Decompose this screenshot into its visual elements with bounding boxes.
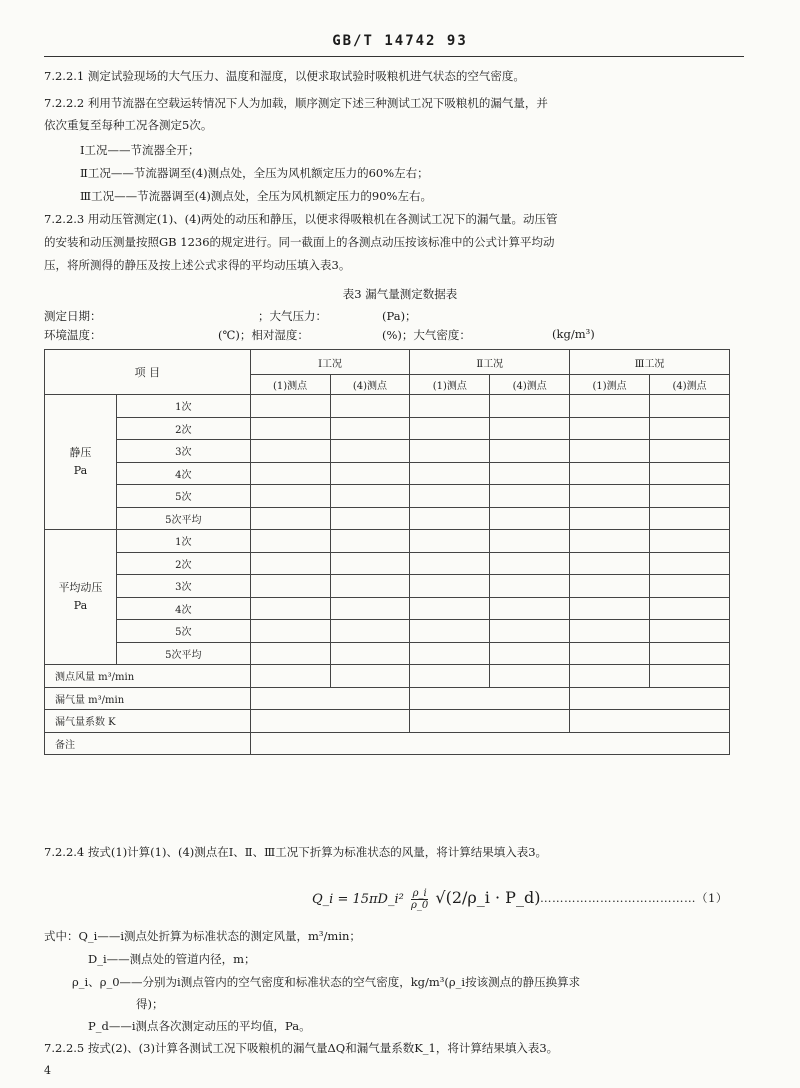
point-header: (1)测点 bbox=[570, 375, 650, 395]
table-row bbox=[45, 710, 730, 733]
group-dynamic-pressure bbox=[45, 530, 117, 665]
where-di: D_i——测点处的管道内径，m； bbox=[88, 952, 256, 966]
where-rho-cont: 得)； bbox=[136, 997, 164, 1011]
row-label: 1次 bbox=[116, 395, 250, 418]
fraction-numerator: ρ_i bbox=[412, 888, 427, 899]
table-row bbox=[45, 620, 730, 643]
row-label: 测点风量 m³/min bbox=[45, 665, 251, 688]
table-row bbox=[45, 642, 730, 665]
group-unit: Pa bbox=[73, 464, 88, 477]
item-header: 项 目 bbox=[45, 350, 251, 395]
table-row bbox=[45, 530, 730, 553]
table-caption: 表3 漏气量测定数据表 bbox=[342, 287, 458, 301]
table-row bbox=[45, 552, 730, 575]
formula-fraction bbox=[411, 888, 428, 911]
row-label: 5次平均 bbox=[116, 507, 250, 530]
meta-humidity-unit: (%)；大气密度： bbox=[382, 328, 471, 342]
row-label: 5次平均 bbox=[116, 642, 250, 665]
point-header: (4)测点 bbox=[330, 375, 410, 395]
row-label: 3次 bbox=[116, 575, 250, 598]
group-static-pressure bbox=[45, 395, 117, 530]
clause-7-2-2-5: 7.2.2.5 按式(2)、(3)计算各测试工况下吸粮机的漏气量ΔQ和漏气量系数K_1，将计算结果填入表3。 bbox=[44, 1041, 559, 1055]
meta-pressure-label: ；大气压力： bbox=[258, 309, 327, 323]
row-label: 5次 bbox=[116, 485, 250, 508]
condition-header-2: Ⅱ工况 bbox=[410, 350, 570, 375]
table-row bbox=[45, 417, 730, 440]
clause-7-2-2-2-cont: 依次重复至每种工况各测定5次。 bbox=[44, 118, 213, 132]
condition-2: Ⅱ工况——节流器调至(4)测点处，全压为风机额定压力的60%左右； bbox=[80, 166, 429, 180]
row-label: 漏气量系数 K bbox=[45, 710, 251, 733]
where-rho: ρ_i、ρ_0——分别为i测点管内的空气密度和标准状态的空气密度，kg/m³(ρ_i按该测点的静压换算求 bbox=[72, 975, 581, 989]
point-header: (1)测点 bbox=[410, 375, 490, 395]
condition-header-3: Ⅲ工况 bbox=[570, 350, 730, 375]
formula-radical: √(2/ρ_i · P_d) bbox=[435, 888, 541, 907]
page-header: GB/T 14742 93 bbox=[332, 33, 468, 49]
row-label: 4次 bbox=[116, 597, 250, 620]
group-unit: Pa bbox=[73, 599, 88, 612]
meta-temp-label: 环境温度： bbox=[44, 328, 102, 342]
meta-density-unit: (kg/m³) bbox=[552, 327, 595, 341]
clause-7-2-2-2: 7.2.2.2 利用节流器在空载运转情况下人为加载，顺序测定下述三种测试工况下吸粮机的漏气量，并 bbox=[44, 96, 548, 110]
table-row bbox=[45, 395, 730, 418]
row-label: 5次 bbox=[116, 620, 250, 643]
clause-7-2-2-3: 7.2.2.3 用动压管测定(1)、(4)两处的动压和静压，以便求得吸粮机在各测试工况下的漏气量。动压管 bbox=[44, 212, 558, 226]
table-row bbox=[45, 507, 730, 530]
where-pd: P_d——i测点各次测定动压的平均值，Pa。 bbox=[88, 1019, 311, 1033]
table-row bbox=[45, 485, 730, 508]
table-row bbox=[45, 732, 730, 755]
meta-temp-unit: (℃)；相对湿度： bbox=[218, 328, 309, 342]
row-label: 2次 bbox=[116, 552, 250, 575]
group-name: 静压 bbox=[69, 446, 92, 459]
table-row bbox=[45, 665, 730, 688]
condition-3: Ⅲ工况——节流器调至(4)测点处，全压为风机额定压力的90%左右。 bbox=[80, 189, 432, 203]
row-label: 漏气量 m³/min bbox=[45, 687, 251, 710]
table-row bbox=[45, 597, 730, 620]
table-header-row-1 bbox=[45, 350, 730, 375]
table-row bbox=[45, 440, 730, 463]
page-number: 4 bbox=[44, 1064, 51, 1077]
formula-1 bbox=[312, 888, 540, 911]
group-name: 平均动压 bbox=[58, 581, 103, 594]
table-row bbox=[45, 462, 730, 485]
point-header: (4)测点 bbox=[490, 375, 570, 395]
row-label: 4次 bbox=[116, 462, 250, 485]
where-qi: 式中：Q_i——i测点处折算为标准状态的测定风量，m³/min； bbox=[44, 929, 361, 943]
condition-header-1: Ⅰ工况 bbox=[250, 350, 410, 375]
row-label: 3次 bbox=[116, 440, 250, 463]
point-header: (1)测点 bbox=[250, 375, 330, 395]
table-row bbox=[45, 575, 730, 598]
point-header: (4)测点 bbox=[650, 375, 730, 395]
equation-number: …………………………………（1） bbox=[540, 891, 728, 905]
clause-7-2-2-3-cont2: 压，将所测得的静压及按上述公式求得的平均动压填入表3。 bbox=[44, 258, 351, 272]
formula-left: Q_i = 15πD_i² bbox=[312, 892, 404, 907]
leakage-data-table bbox=[44, 349, 730, 755]
header-rule bbox=[44, 56, 744, 57]
meta-pressure-unit: (Pa)； bbox=[382, 309, 417, 323]
row-label: 备注 bbox=[45, 732, 251, 755]
fraction-denominator: ρ_0 bbox=[411, 900, 429, 911]
table-row bbox=[45, 687, 730, 710]
clause-7-2-2-1: 7.2.2.1 测定试验现场的大气压力、温度和湿度，以便求取试验时吸粮机进气状态的空气密度。 bbox=[44, 69, 525, 83]
clause-7-2-2-4: 7.2.2.4 按式(1)计算(1)、(4)测点在Ⅰ、Ⅱ、Ⅲ工况下折算为标准状态的风量，将计算结果填入表3。 bbox=[44, 845, 548, 859]
row-label: 1次 bbox=[116, 530, 250, 553]
clause-7-2-2-3-cont1: 的安装和动压测量按照GB 1236的规定进行。同一截面上的各测点动压按该标准中的公式计算平均动 bbox=[44, 235, 555, 249]
condition-1: Ⅰ工况——节流器全开； bbox=[80, 143, 200, 157]
row-label: 2次 bbox=[116, 417, 250, 440]
meta-date-label: 测定日期： bbox=[44, 309, 102, 323]
